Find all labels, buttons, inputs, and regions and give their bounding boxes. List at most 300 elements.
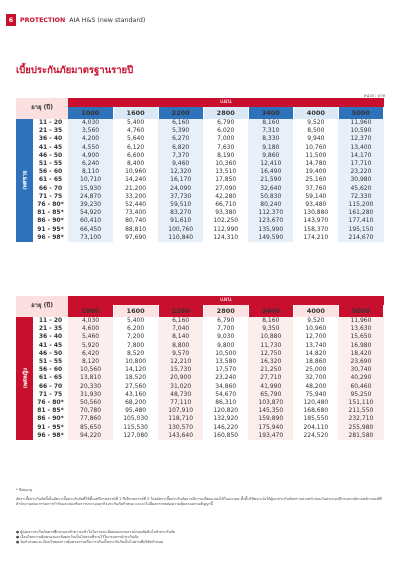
- table-row: [16, 342, 384, 350]
- premium-cell: 145,350: [248, 407, 293, 415]
- premium-cell: 120,480: [303, 399, 329, 407]
- premium-cell: 14,170: [338, 152, 383, 160]
- premium-cell: 12,410: [248, 160, 293, 168]
- table-row: [16, 366, 384, 374]
- premium-cell: 6,240: [68, 160, 113, 168]
- premium-cell: 12,320: [158, 168, 203, 176]
- premium-cell: 112,990: [213, 225, 239, 233]
- table-row: [16, 333, 384, 341]
- premium-cell: 48,730: [158, 391, 203, 399]
- premium-cell: 130,880: [303, 209, 329, 217]
- premium-cell: 12,750: [248, 350, 293, 358]
- age-range-cell: 66 - 70: [38, 382, 63, 390]
- premium-cell: 8,140: [158, 333, 203, 341]
- premium-cell: 34,860: [215, 382, 237, 390]
- premium-cell: 11,960: [338, 317, 383, 325]
- premium-cell: 120,820: [213, 407, 239, 415]
- premium-cell: 27,710: [248, 374, 293, 382]
- premium-cell: 10,710: [68, 176, 113, 184]
- premium-cell: 14,820: [305, 349, 327, 357]
- premium-cell: 7,370: [158, 152, 203, 160]
- age-range-cell: 41 - 45: [38, 143, 63, 151]
- premium-cell: 6,420: [68, 350, 113, 358]
- premium-cell: 18,420: [338, 350, 383, 358]
- premium-cell: 7,800: [127, 341, 145, 349]
- premium-cell: 8,330: [248, 135, 293, 143]
- premium-cell: 185,550: [303, 415, 329, 423]
- premium-cell: 95,480: [125, 407, 147, 415]
- premium-cell: 16,170: [158, 176, 203, 184]
- premium-cell: 118,710: [158, 415, 203, 423]
- premium-cell: 54,920: [68, 209, 113, 217]
- premium-cell: 11,500: [305, 151, 327, 159]
- premium-cell: 281,580: [338, 432, 383, 440]
- age-range-cell: 36 - 40: [38, 135, 63, 143]
- premium-cell: 54,670: [215, 390, 237, 398]
- female-rate-table: [16, 296, 384, 440]
- premium-cell: 10,760: [305, 143, 327, 151]
- table-row: [16, 168, 384, 176]
- age-range-cell: 61 - 65: [38, 176, 63, 184]
- age-range-cell: 46 - 50: [38, 349, 63, 357]
- premium-cell: 31,020: [158, 383, 203, 391]
- table-row: [16, 209, 384, 217]
- premium-cell: 21,200: [125, 184, 147, 192]
- premium-cell: 14,240: [125, 176, 147, 184]
- table-row: [16, 383, 384, 391]
- premium-cell: 13,810: [68, 374, 113, 382]
- age-header: อายุ (ปี): [16, 98, 68, 119]
- premium-cell: 7,200: [127, 333, 145, 341]
- premium-cell: 14,780: [305, 160, 327, 168]
- age-range-cell: 66 - 70: [38, 184, 63, 192]
- age-range-cell: 71 - 75: [38, 390, 63, 398]
- premium-cell: 15,650: [338, 333, 383, 341]
- unit-label: หน่วย : บาท: [363, 93, 385, 98]
- premium-cell: 9,860: [248, 152, 293, 160]
- age-range-cell: 11 - 20: [38, 317, 63, 324]
- footnote: * ปีต่ออายุ: [16, 488, 32, 492]
- premium-cell: 20,330: [68, 383, 113, 391]
- age-range-cell: 71 - 75: [38, 192, 63, 200]
- premium-cell: 23,240: [215, 374, 237, 382]
- age-range-cell: 91 - 95*: [37, 423, 64, 431]
- premium-cell: 72,330: [338, 193, 383, 201]
- gender-label: [16, 317, 33, 440]
- premium-cell: 23,220: [338, 168, 383, 176]
- premium-cell: 7,040: [158, 325, 203, 333]
- premium-cell: 224,520: [303, 431, 329, 439]
- table-row: [16, 234, 384, 242]
- plan-amount-header: 5000: [338, 107, 383, 119]
- premium-cell: 5,400: [127, 119, 145, 126]
- premium-cell: 10,360: [215, 160, 237, 168]
- premium-cell: 30,740: [338, 366, 383, 374]
- premium-cell: 16,980: [338, 342, 383, 350]
- premium-cell: 10,500: [215, 349, 237, 357]
- premium-cell: 211,550: [338, 407, 383, 415]
- premium-cell: 13,580: [215, 358, 237, 366]
- premium-cell: 159,890: [248, 415, 293, 423]
- premium-cell: 85,650: [68, 424, 113, 432]
- age-range-cell: 21 - 35: [38, 325, 63, 333]
- premium-cell: 123,670: [248, 217, 293, 225]
- plan-amount-header: 1000: [68, 107, 113, 119]
- table-row: [16, 226, 384, 234]
- age-header: อายุ (ปี): [16, 296, 68, 317]
- premium-cell: 146,220: [213, 423, 239, 431]
- premium-cell: 59,140: [305, 192, 327, 200]
- age-range-cell: 11 - 20: [38, 119, 63, 126]
- premium-cell: 8,500: [307, 127, 325, 135]
- premium-cell: 112,370: [248, 209, 293, 217]
- premium-cell: 40,290: [338, 374, 383, 382]
- premium-cell: 110,840: [158, 234, 203, 242]
- premium-cell: 17,850: [215, 176, 237, 184]
- premium-cell: 8,110: [68, 168, 113, 176]
- premium-cell: 83,270: [158, 209, 203, 217]
- premium-cell: 12,210: [158, 358, 203, 366]
- premium-cell: 232,710: [338, 415, 383, 423]
- table-row: [16, 119, 384, 127]
- age-range-cell: 56 - 60: [38, 366, 63, 374]
- premium-cell: 10,800: [125, 358, 147, 366]
- premium-cell: 17,710: [338, 160, 383, 168]
- premium-cell: 66,450: [68, 226, 113, 234]
- premium-cell: 160,850: [213, 431, 239, 439]
- premium-cell: 4,030: [68, 119, 113, 127]
- premium-cell: 9,180: [248, 144, 293, 152]
- premium-cell: 5,920: [68, 342, 113, 350]
- premium-cell: 105,030: [123, 415, 148, 423]
- premium-cell: 30,980: [338, 176, 383, 184]
- premium-cell: 18,860: [305, 358, 327, 366]
- plan-header: แผน: [68, 296, 384, 305]
- premium-cell: 91,610: [158, 217, 203, 225]
- premium-cell: 77,860: [68, 415, 113, 423]
- premium-cell: 4,600: [68, 325, 113, 333]
- premium-cell: 174,210: [303, 233, 329, 241]
- premium-cell: 158,370: [303, 225, 329, 233]
- age-range-cell: 91 - 95*: [37, 225, 64, 233]
- age-range-cell: 21 - 35: [38, 127, 63, 135]
- plan-amount-header: 2200: [158, 107, 203, 119]
- plan-amount-header: 2200: [158, 305, 203, 317]
- premium-cell: 23,690: [338, 358, 383, 366]
- premium-cell: 11,960: [338, 119, 383, 127]
- premium-cell: 107,910: [158, 407, 203, 415]
- table-row: [16, 201, 384, 209]
- table-row: [16, 374, 384, 382]
- premium-cell: 24,090: [158, 185, 203, 193]
- premium-cell: 168,680: [303, 407, 329, 415]
- premium-cell: 124,310: [213, 233, 239, 241]
- premium-cell: 12,700: [305, 333, 327, 341]
- premium-cell: 6,120: [127, 143, 145, 151]
- gender-label-text: เพศหญิง: [22, 368, 29, 389]
- table-row: [16, 415, 384, 423]
- table-row: [16, 432, 384, 440]
- premium-cell: 143,970: [303, 217, 329, 225]
- table-row: [16, 407, 384, 415]
- premium-cell: 13,740: [305, 341, 327, 349]
- premium-cell: 6,600: [127, 151, 145, 159]
- premium-cell: 130,570: [158, 424, 203, 432]
- premium-cell: 9,030: [217, 333, 235, 341]
- premium-cell: 10,880: [248, 333, 293, 341]
- premium-cell: 16,320: [248, 358, 293, 366]
- premium-cell: 42,280: [215, 192, 237, 200]
- age-range-cell: 96 - 98*: [37, 431, 64, 439]
- plan-amount-header: 1000: [68, 305, 113, 317]
- premium-cell: 6,270: [158, 135, 203, 143]
- table-row: [16, 424, 384, 432]
- premium-cell: 15,930: [68, 185, 113, 193]
- premium-cell: 8,520: [127, 349, 145, 357]
- premium-cell: 77,110: [158, 399, 203, 407]
- premium-cell: 27,560: [125, 382, 147, 390]
- premium-cell: 100,760: [158, 226, 203, 234]
- section-label: PROTECTION: [20, 16, 66, 24]
- disclaimer-paragraph: อัตราเบี้ยประกันภัยนี้เป็นอัตราเบี้ยประกันภัยที่ใช้ตั้งแต่ปีกรมธรรม์ที่ 1 ถึงปีกรมธรรม์ที่ 5 โดยอัตราเบี้ยประกันภัยอาจมีการเปลี่ยนแปลงได้ในอนาคต ทั้งนี้บริษัทจะแจ้งให้ผู้เอาประกันภัยทราบล่วงหน้าก่อนวันครบรอบปีกรมธรรม์ตามหลักเกณฑ์ที่สำนักงานคณะกรรมการกำกับและส่งเสริมการประกอบธุรกิจประกันภัยกำหนด และจะไม่มีผลกระทบต่อความคุ้มครองตามสัญญานี้: [16, 497, 382, 506]
- premium-cell: 103,870: [248, 399, 293, 407]
- premium-cell: 32,700: [305, 374, 327, 382]
- premium-cell: 7,310: [248, 127, 293, 135]
- plan-amount-header: 5000: [338, 305, 383, 317]
- premium-cell: 27,090: [215, 184, 237, 192]
- premium-cell: 9,800: [217, 341, 235, 349]
- premium-cell: 115,200: [338, 201, 383, 209]
- premium-cell: 50,560: [68, 399, 113, 407]
- plan-amount-header: 1600: [113, 305, 158, 317]
- male-rate-table: [16, 98, 384, 242]
- premium-cell: 13,510: [215, 168, 237, 176]
- premium-cell: 31,930: [68, 391, 113, 399]
- bullet-item: ● ข้อกำหนดและเงื่อนไขของการคุ้มครองรวมถึงการปรับเบี้ยประกันภัยเป็นไปตามที่บริษัทกำหนด: [16, 540, 164, 544]
- premium-cell: 17,570: [215, 366, 237, 374]
- age-range-cell: 96 - 98*: [37, 233, 64, 241]
- premium-cell: 45,620: [338, 185, 383, 193]
- premium-cell: 175,940: [248, 424, 293, 432]
- premium-cell: 21,250: [248, 366, 293, 374]
- premium-cell: 135,990: [248, 226, 293, 234]
- premium-cell: 73,100: [68, 234, 113, 242]
- premium-cell: 13,630: [338, 325, 383, 333]
- premium-cell: 8,160: [248, 317, 293, 325]
- gender-label: [16, 119, 33, 242]
- premium-cell: 10,960: [125, 168, 147, 176]
- page-title: เบี้ยประกันภัยมาตรฐานรายปี: [16, 65, 134, 76]
- premium-cell: 10,590: [338, 127, 383, 135]
- table-row: [16, 135, 384, 143]
- premium-cell: 4,030: [68, 317, 113, 325]
- bullet-item: ● เงื่อนไขความคุ้มครองและข้อยกเว้นเป็นไปตามที่ระบุไว้ในกรมธรรม์ประกันภัย: [16, 535, 139, 539]
- premium-cell: 193,470: [248, 432, 293, 440]
- premium-cell: 8,160: [248, 119, 293, 127]
- premium-cell: 4,900: [68, 152, 113, 160]
- premium-cell: 4,760: [127, 127, 145, 135]
- page-number: 6: [6, 14, 16, 26]
- plan-amount-header: 4000: [293, 305, 338, 317]
- premium-cell: 65,790: [248, 391, 293, 399]
- premium-cell: 25,160: [305, 176, 327, 184]
- table-row: [16, 391, 384, 399]
- table-row: [16, 152, 384, 160]
- age-range-cell: 76 - 80*: [37, 201, 64, 209]
- age-range-cell: 46 - 50: [38, 151, 63, 159]
- table-row: [16, 185, 384, 193]
- plan-amount-header: 3400: [248, 107, 293, 119]
- age-range-cell: 51 - 55: [38, 358, 63, 366]
- premium-cell: 94,220: [68, 432, 113, 440]
- premium-cell: 149,590: [248, 234, 293, 242]
- table-row: [16, 176, 384, 184]
- premium-cell: 8,120: [68, 358, 113, 366]
- premium-cell: 4,550: [68, 144, 113, 152]
- premium-cell: 10,960: [305, 325, 327, 333]
- premium-cell: 214,670: [338, 234, 383, 242]
- age-range-cell: 61 - 65: [38, 374, 63, 382]
- premium-cell: 41,990: [248, 383, 293, 391]
- premium-cell: 15,730: [158, 366, 203, 374]
- premium-cell: 151,110: [338, 399, 383, 407]
- premium-cell: 132,920: [213, 415, 239, 423]
- premium-cell: 9,940: [307, 135, 325, 143]
- table-row: [16, 144, 384, 152]
- table-row: [16, 127, 384, 135]
- premium-cell: 68,200: [125, 399, 147, 407]
- premium-cell: 52,440: [125, 201, 147, 209]
- table-row: [16, 160, 384, 168]
- premium-cell: 18,520: [125, 374, 147, 382]
- premium-cell: 24,870: [68, 193, 113, 201]
- premium-cell: 9,520: [307, 317, 325, 324]
- premium-cell: 37,760: [305, 184, 327, 192]
- premium-cell: 5,400: [127, 317, 145, 324]
- age-range-cell: 76 - 80*: [37, 399, 64, 407]
- table-row: [16, 399, 384, 407]
- premium-cell: 204,110: [303, 423, 329, 431]
- table-row: [16, 358, 384, 366]
- premium-cell: 143,640: [158, 432, 203, 440]
- premium-cell: 70,780: [68, 407, 113, 415]
- premium-cell: 6,200: [127, 325, 145, 333]
- premium-cell: 5,640: [127, 135, 145, 143]
- age-range-cell: 56 - 60: [38, 168, 63, 176]
- premium-cell: 10,560: [68, 366, 113, 374]
- premium-cell: 25,000: [305, 366, 327, 374]
- premium-cell: 7,000: [217, 135, 235, 143]
- premium-cell: 43,160: [125, 390, 147, 398]
- premium-cell: 161,280: [338, 209, 383, 217]
- premium-cell: 93,480: [305, 201, 327, 209]
- age-range-cell: 51 - 55: [38, 160, 63, 168]
- gender-label-text: เพศชาย: [22, 171, 29, 191]
- premium-cell: 9,460: [158, 160, 203, 168]
- premium-cell: 39,230: [68, 201, 113, 209]
- premium-cell: 6,820: [158, 144, 203, 152]
- table-row: [16, 193, 384, 201]
- disclaimer-bullets: [16, 530, 384, 545]
- premium-cell: 7,700: [217, 325, 235, 333]
- premium-cell: 6,790: [217, 119, 235, 126]
- premium-cell: 16,490: [248, 168, 293, 176]
- premium-cell: 6,020: [217, 127, 235, 135]
- premium-cell: 66,710: [215, 201, 237, 209]
- premium-cell: 50,830: [248, 193, 293, 201]
- premium-cell: 88,810: [125, 225, 147, 233]
- age-range-cell: 81 - 85*: [37, 209, 64, 217]
- table-row: [16, 325, 384, 333]
- premium-cell: 11,730: [248, 342, 293, 350]
- premium-cell: 12,370: [338, 135, 383, 143]
- premium-cell: 48,200: [305, 382, 327, 390]
- plan-amount-header: 3400: [248, 305, 293, 317]
- premium-cell: 33,200: [125, 192, 147, 200]
- premium-cell: 14,120: [125, 366, 147, 374]
- premium-cell: 86,310: [215, 399, 237, 407]
- age-range-cell: 41 - 45: [38, 341, 63, 349]
- premium-cell: 97,690: [125, 233, 147, 241]
- premium-cell: 73,400: [125, 209, 147, 217]
- premium-cell: 9,350: [248, 325, 293, 333]
- premium-cell: 6,160: [158, 119, 203, 127]
- premium-cell: 93,380: [215, 209, 237, 217]
- premium-cell: 59,510: [158, 201, 203, 209]
- plan-amount-header: 1600: [113, 107, 158, 119]
- premium-cell: 8,400: [127, 160, 145, 168]
- age-range-cell: 81 - 85*: [37, 407, 64, 415]
- premium-cell: 5,460: [68, 333, 113, 341]
- premium-cell: 255,980: [338, 424, 383, 432]
- premium-cell: 60,410: [68, 217, 113, 225]
- plan-header: แผน: [68, 98, 384, 107]
- premium-cell: 75,940: [305, 390, 327, 398]
- premium-cell: 195,150: [338, 226, 383, 234]
- premium-cell: 95,250: [338, 391, 383, 399]
- premium-cell: 37,730: [158, 193, 203, 201]
- premium-cell: 102,250: [213, 217, 239, 225]
- premium-cell: 80,240: [248, 201, 293, 209]
- bullet-item: ● ผู้ขอเอาประกันภัยควรศึกษาและทำความเข้าใจในรายละเอียดของกรมธรรม์ก่อนตัดสินใจทำประกันภัย: [16, 530, 176, 534]
- premium-cell: 80,740: [125, 217, 147, 225]
- premium-cell: 19,400: [305, 168, 327, 176]
- plan-amount-header: 2800: [203, 107, 248, 119]
- premium-cell: 21,590: [248, 176, 293, 184]
- premium-cell: 6,790: [217, 317, 235, 324]
- premium-cell: 5,390: [158, 127, 203, 135]
- premium-cell: 9,570: [158, 350, 203, 358]
- table-row: [16, 350, 384, 358]
- premium-cell: 8,190: [217, 151, 235, 159]
- premium-cell: 115,530: [123, 423, 148, 431]
- page-header: [0, 14, 145, 26]
- premium-cell: 4,200: [68, 135, 113, 143]
- plan-amount-header: 4000: [293, 107, 338, 119]
- premium-cell: 6,160: [158, 317, 203, 325]
- premium-cell: 7,630: [217, 143, 235, 151]
- premium-cell: 177,410: [338, 217, 383, 225]
- premium-cell: 9,520: [307, 119, 325, 126]
- premium-cell: 127,080: [123, 431, 148, 439]
- table-row: [16, 317, 384, 325]
- premium-cell: 8,800: [158, 342, 203, 350]
- age-range-cell: 36 - 40: [38, 333, 63, 341]
- premium-cell: 20,900: [158, 374, 203, 382]
- premium-cell: 13,400: [338, 144, 383, 152]
- age-range-cell: 86 - 90*: [37, 415, 64, 423]
- product-name: AIA H&S (new standard): [69, 16, 146, 24]
